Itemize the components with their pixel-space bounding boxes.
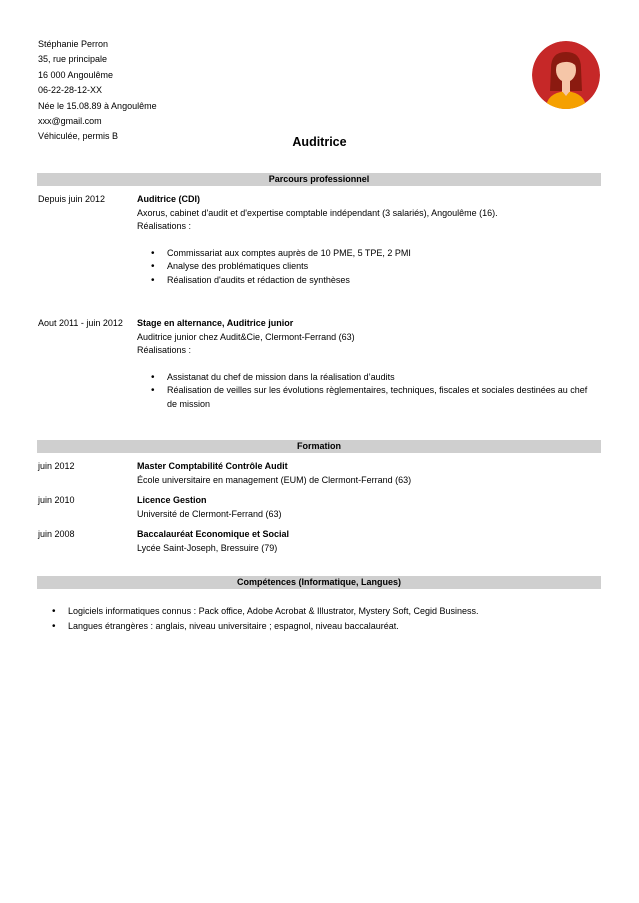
list-item: • Réalisation de veilles sur les évolutions règlementaires, techniques, fiscales et sociales destinées au chef de mission — [137, 384, 599, 411]
experience-date: Aout 2011 - juin 2012 — [38, 318, 123, 328]
education-school: Université de Clermont-Ferrand (63) — [137, 508, 282, 519]
list-item: • Réalisation d'audits et rédaction de synthèses — [137, 274, 599, 288]
section-bar-skills: Compétences (Informatique, Langues) — [37, 576, 601, 589]
experience-role: Auditrice (CDI) — [137, 194, 200, 204]
section-bar-experience: Parcours professionnel — [37, 173, 601, 186]
experience-realisations-label: Réalisations : — [137, 221, 192, 232]
contact-birth: Née le 15.08.89 à Angoulême — [38, 100, 157, 111]
job-title — [0, 135, 639, 149]
list-item: • Langues étrangères : anglais, niveau universitaire ; espagnol, niveau baccalauréat. — [38, 619, 600, 634]
education-body — [137, 494, 599, 521]
education-body — [137, 460, 599, 487]
contact-name: Stéphanie Perron — [38, 39, 109, 49]
contact-phone: 06-22-28-12-XX — [38, 85, 103, 96]
experience-date: Depuis juin 2012 — [38, 194, 106, 204]
experience-realisations-label: Réalisations : — [137, 345, 192, 356]
list-item: • Commissariat aux comptes auprès de 10 PME, 5 TPE, 2 PMI — [137, 247, 599, 261]
education-degree: Licence Gestion — [137, 495, 207, 505]
avatar — [532, 41, 600, 109]
avatar-neck — [562, 81, 570, 92]
experience-company: Auditrice junior chez Audit&Cie, Clermont-Ferrand (63) — [137, 331, 355, 342]
education-body — [137, 528, 599, 555]
list-item: • Logiciels informatiques connus : Pack office, Adobe Acrobat & Illustrator, Mystery Soft, Cegid Business. — [38, 604, 600, 619]
education-date: juin 2010 — [38, 495, 75, 505]
experience-body — [137, 317, 599, 412]
contact-block — [38, 37, 157, 145]
contact-email: xxx@gmail.com — [38, 116, 102, 127]
job-title-text: Auditrice — [292, 135, 347, 149]
experience-company: Axorus, cabinet d'audit et d'expertise comptable indépendant (3 salariés), Angoulême (16). — [137, 207, 498, 218]
education-date: juin 2008 — [38, 529, 75, 539]
experience-body — [137, 193, 599, 288]
contact-address: 35, rue principale — [38, 54, 108, 65]
experience-list — [137, 371, 599, 412]
experience-role: Stage en alternance, Auditrice junior — [137, 318, 294, 328]
experience-list — [137, 247, 599, 288]
education-degree: Master Comptabilité Contrôle Audit — [137, 461, 288, 471]
list-item: • Analyse des problématiques clients — [137, 260, 599, 274]
education-school: Lycée Saint-Joseph, Bressuire (79) — [137, 542, 278, 553]
section-bar-education: Formation — [37, 440, 601, 453]
contact-city: 16 000 Angoulême — [38, 69, 114, 80]
education-degree: Baccalauréat Economique et Social — [137, 529, 290, 539]
skills-list — [38, 604, 600, 634]
contact-vehicle: Véhiculée, permis B — [38, 131, 119, 142]
education-date: juin 2012 — [38, 461, 75, 471]
list-item: • Assistanat du chef de mission dans la réalisation d’audits — [137, 371, 599, 385]
education-school: École universitaire en management (EUM) de Clermont-Ferrand (63) — [137, 474, 412, 485]
